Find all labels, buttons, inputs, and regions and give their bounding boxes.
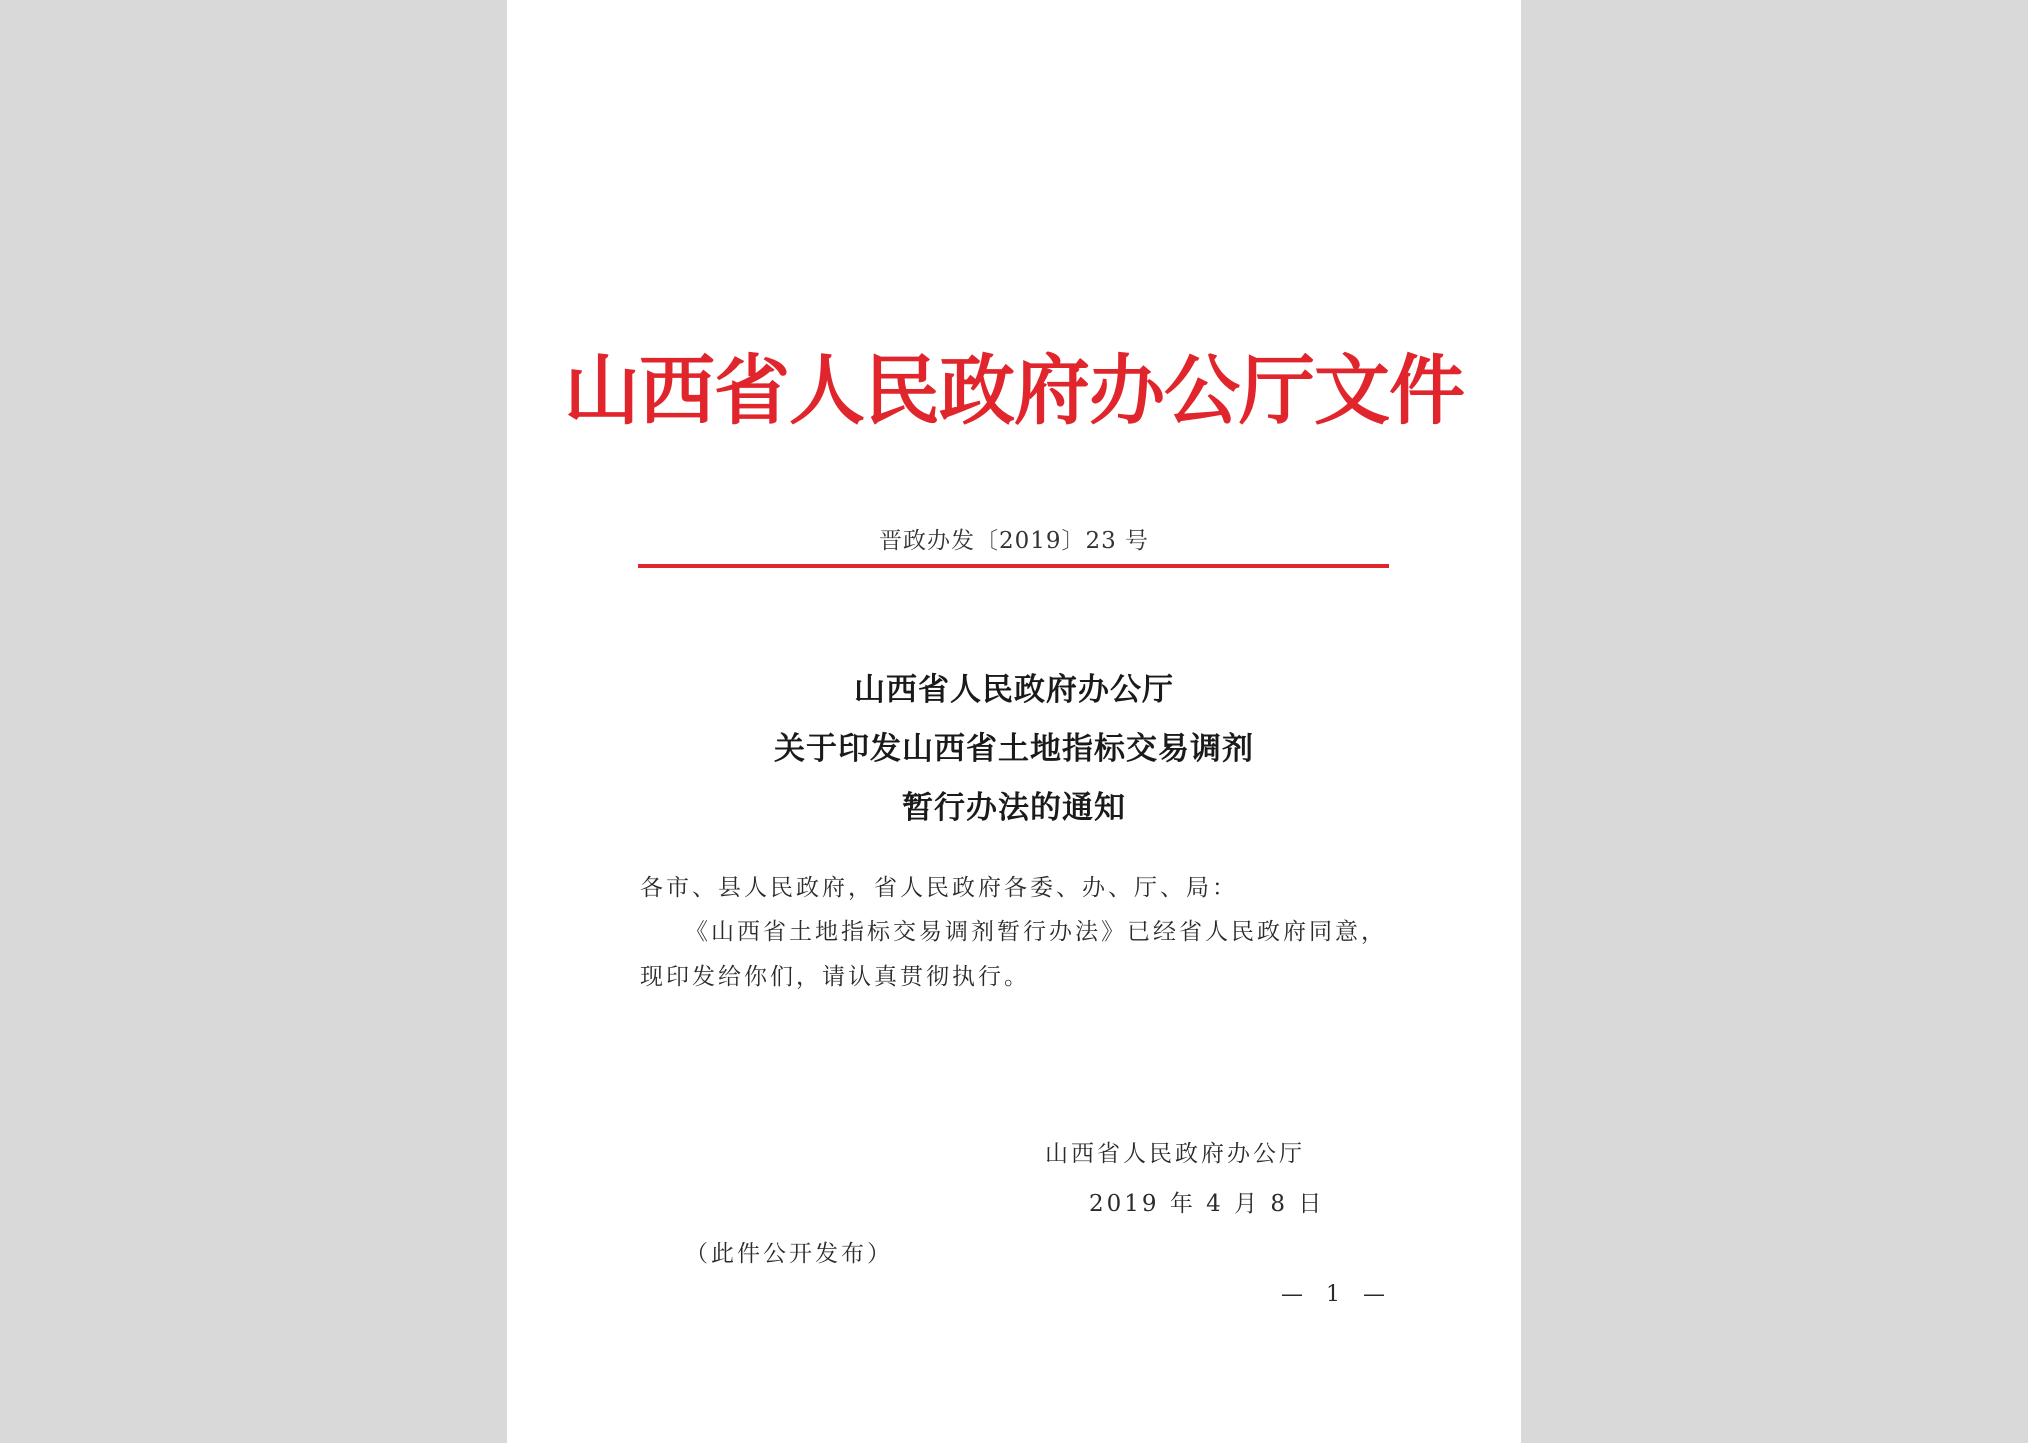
document-page — [507, 0, 1521, 1443]
document-number: 晋政办发〔2019〕23 号 — [878, 528, 1150, 554]
body-paragraph-line-2: 现印发给你们，请认真贯彻执行。 — [640, 964, 1030, 990]
body-paragraph-line-1: 《山西省土地指标交易调剂暂行办法》已经省人民政府同意， — [685, 919, 1387, 945]
notice-title-line-1: 山西省人民政府办公厅 — [854, 672, 1174, 708]
signature-organization: 山西省人民政府办公厅 — [1045, 1141, 1305, 1167]
publication-note: （此件公开发布） — [685, 1241, 893, 1267]
notice-title-line-3: 暂行办法的通知 — [902, 790, 1126, 826]
page-number: — 1 — — [1281, 1282, 1393, 1307]
notice-title-line-2: 关于印发山西省土地指标交易调剂 — [774, 731, 1254, 767]
signature-date: 2019 年 4 月 8 日 — [1089, 1191, 1325, 1217]
issuer-header-title: 山西省人民政府办公厅文件 — [564, 346, 1464, 435]
header-red-divider — [638, 564, 1389, 568]
recipients-line: 各市、县人民政府，省人民政府各委、办、厅、局： — [640, 875, 1238, 901]
